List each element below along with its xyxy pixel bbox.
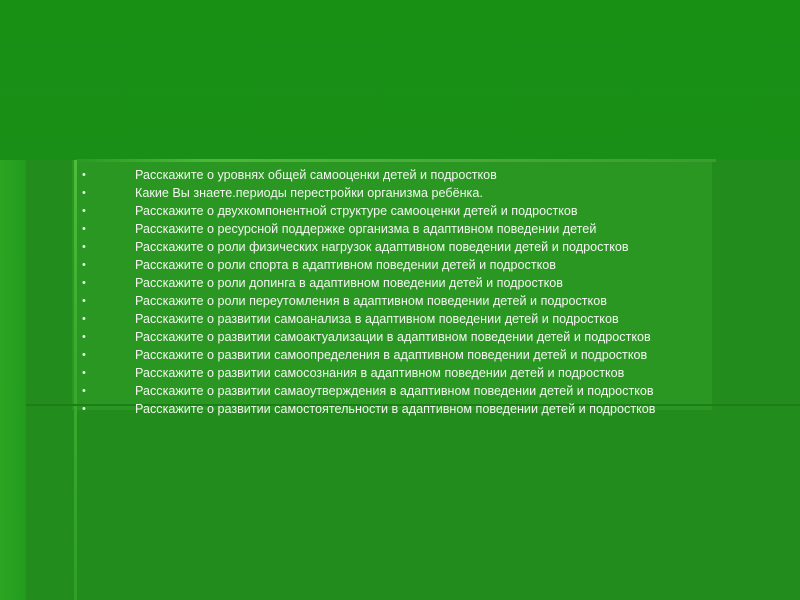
- list-item: [80, 240, 760, 255]
- list-item: [80, 168, 760, 183]
- list-item: [80, 402, 760, 417]
- list-item-text: Расскажите о уровнях общей самооценки детей и подростков: [135, 168, 497, 182]
- bullet-icon: •: [82, 331, 86, 343]
- list-item-text: Расскажите о роли спорта в адаптивном поведении детей и подростков: [135, 258, 556, 272]
- list-item: [80, 294, 760, 309]
- list-item-text: Какие Вы знаете.периоды перестройки организма ребёнка.: [135, 186, 483, 200]
- list-item-text: Расскажите о развитии самосознания в адаптивном поведении детей и подростков: [135, 366, 625, 380]
- bullet-icon: •: [82, 367, 86, 379]
- list-item-text: Расскажите о роли физических нагрузок адаптивном поведении детей и подростков: [135, 240, 629, 254]
- list-item-text: Расскажите о развитии самаоутверждения в адаптивном поведении детей и подростков: [135, 384, 654, 398]
- list-item: [80, 204, 760, 219]
- decorative-top-line: [76, 159, 716, 162]
- bullet-icon: •: [82, 403, 86, 415]
- list-item-text: Расскажите о двухкомпонентной структуре самооценки детей и подростков: [135, 204, 578, 218]
- list-item: [80, 222, 760, 237]
- bullet-icon: •: [82, 277, 86, 289]
- bullet-icon: •: [82, 241, 86, 253]
- list-item: [80, 348, 760, 363]
- list-item: [80, 312, 760, 327]
- bullet-icon: •: [82, 295, 86, 307]
- question-list: [80, 168, 760, 420]
- bullet-icon: •: [82, 187, 86, 199]
- list-item: [80, 330, 760, 345]
- bullet-icon: •: [82, 259, 86, 271]
- list-item-text: Расскажите о ресурсной поддержке организма в адаптивном поведении детей: [135, 222, 597, 236]
- background-top: [0, 0, 800, 160]
- list-item-text: Расскажите о развитии самоанализа в адаптивном поведении детей и подростков: [135, 312, 619, 326]
- bullet-icon: •: [82, 169, 86, 181]
- list-item-text: Расскажите о развитии самостоятельности в адаптивном поведении детей и подростков: [135, 402, 656, 416]
- list-item: [80, 384, 760, 399]
- list-item: [80, 276, 760, 291]
- list-item: [80, 186, 760, 201]
- decorative-left-line: [74, 160, 77, 600]
- bullet-icon: •: [82, 223, 86, 235]
- bullet-icon: •: [82, 205, 86, 217]
- list-item-text: Расскажите о развитии самоопределения в адаптивном поведении детей и подростков: [135, 348, 648, 362]
- bullet-icon: •: [82, 349, 86, 361]
- list-item-text: Расскажите о развитии самоактуализации в адаптивном поведении детей и подростков: [135, 330, 651, 344]
- list-item-text: Расскажите о роли допинга в адаптивном поведении детей и подростков: [135, 276, 563, 290]
- bullet-icon: •: [82, 385, 86, 397]
- bullet-icon: •: [82, 313, 86, 325]
- list-item: [80, 366, 760, 381]
- list-item: [80, 258, 760, 273]
- list-item-text: Расскажите о роли переутомления в адаптивном поведении детей и подростков: [135, 294, 607, 308]
- background-left-strip: [0, 160, 26, 600]
